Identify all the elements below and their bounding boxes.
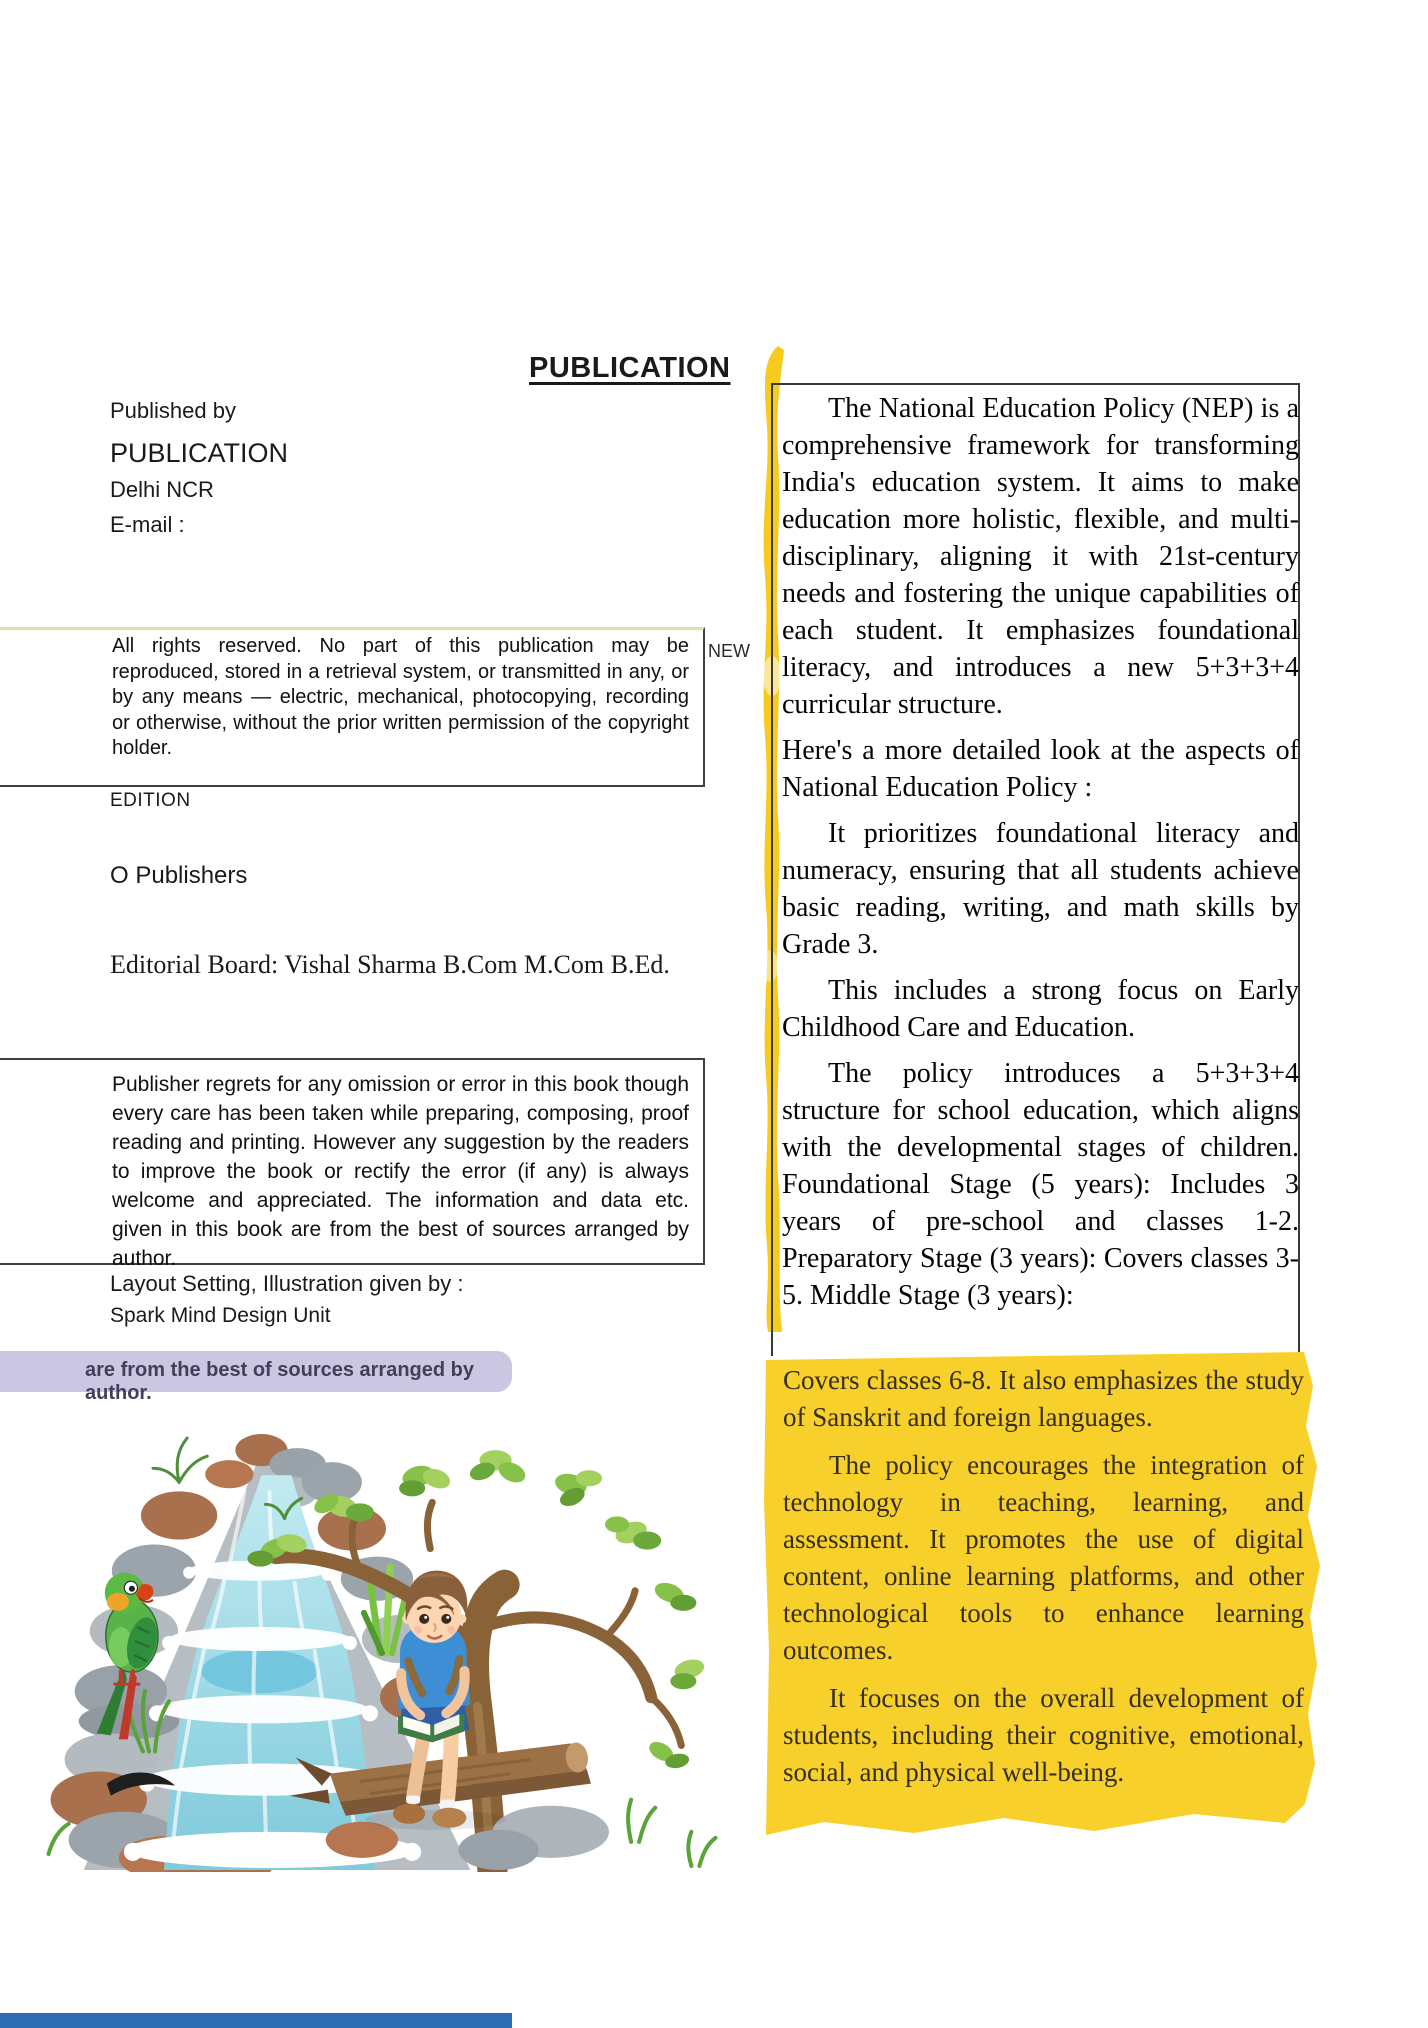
publisher-name: PUBLICATION [110,438,289,468]
lavender-text-bar [0,1351,512,1404]
publisher-regrets-box [0,1058,705,1270]
highlighted-paragraph: The policy encourages the integration of technology in teaching, learning, and assessment. It promotes the use of digital content, online learning platforms, and other technological tools to enhance learning outcomes. [783,1450,1304,1665]
paragraph: The National Education Policy (NEP) is a comprehensive framework for transforming India's education system. It aims to make education more holistic, flexible, and multi-disciplinary, aligning it with 21st-century needs and fostering the unique capabilities of each student. It emphasizes foundational literacy, and introduces a new 5+3+3+4 curricular structure. [782,393,1299,720]
layout-credit-label: Layout Setting, Illustration given by : [110,1271,464,1296]
layout-credit-name: Spark Mind Design Unit [110,1304,331,1327]
boy-reading-by-waterfall-illustration [28,1420,732,1872]
publishers-line: O Publishers [110,862,248,889]
editorial-board-line: Editorial Board: Vishal Sharma B.Com M.Com B.Ed. [110,950,670,979]
highlighted-paragraph: It focuses on the overall development of students, including their cognitive, emotional, social, and physical well-being. [783,1683,1304,1787]
email-label: E-mail : [110,512,185,537]
copyright-notice-box [0,627,705,787]
regrets-text: Publisher regrets for any omission or error in this book though every care has been taken while preparing, composing, proof reading and printing. However any suggestion by the readers to improve the book or rectify the error (if any) is always welcome and appreciated. The information and data etc. given in this book are from the best of sources arranged by author. [112,1073,689,1270]
page-title: PUBLICATION [529,352,731,384]
highlighted-paragraph: Covers classes 6-8. It also emphasizes the study of Sanskrit and foreign languages. [783,1365,1304,1432]
published-by-label: Published by [110,398,236,423]
paragraph: The policy introduces a 5+3+3+4 structure for school education, which aligns with the developmental stages of children. Foundational Stage (5 years): Includes 3 years of pre-school and classes 1-2. Preparatory Stage (3 years): Covers classes 3-5. Middle Stage (3 years): [782,1058,1299,1311]
new-badge: NEW [708,641,750,661]
copyright-text: All rights reserved. No part of this publication may be reproduced, stored in a retrieval system, or transmitted in any, or by any means — electric, mechanical, photocopying, recording or otherwise, without the prior written permission of the copyright holder. [112,635,689,759]
footer-blue-bar [0,2013,512,2028]
nep-highlighted-text [783,1362,1304,1802]
nep-body-text [782,390,1299,1323]
edition-label: EDITION [110,790,191,811]
paragraph: Here's a more detailed look at the aspects of National Education Policy : [782,735,1299,803]
paragraph: It prioritizes foundational literacy and numeracy, ensuring that all students achieve basic reading, writing, and math skills by Grade 3. [782,818,1299,960]
publisher-city: Delhi NCR [110,477,214,502]
paragraph: This includes a strong focus on Early Childhood Care and Education. [782,975,1299,1043]
lavender-bar-text: are from the best of sources arranged by author. [85,1359,475,1404]
